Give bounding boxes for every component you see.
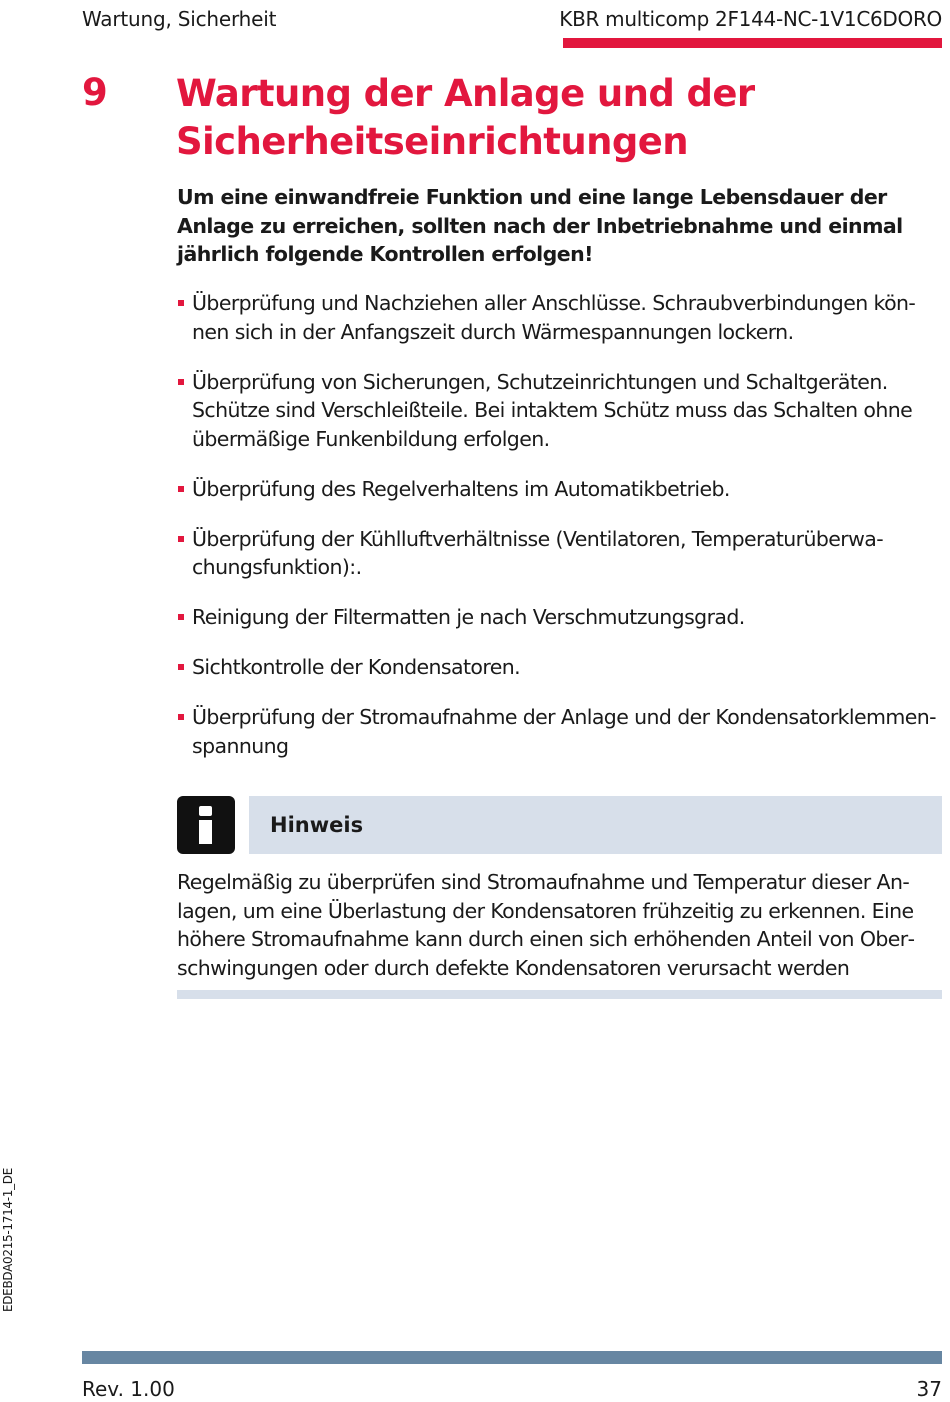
checklist-item-text: Überprüfung von Sicherungen, Schutzeinrichtungen und Schaltgeräten. Schütze sind Verschleißteile. Bei intaktem Schütz muss das Schalten ohne übermäßige Funkenbildung erfolgen. [192,369,913,451]
header-product-name: KBR multicomp 2F144-NC-1V1C6DORO [559,7,942,31]
bullet-square-icon [178,300,184,306]
maintenance-checklist [177,289,939,782]
checklist-item [177,368,939,454]
checklist-item-text: Überprüfung der Stromaufnahme der Anlage und der Kondensatorklemmenspannung [192,705,937,758]
header-section-title: Wartung, Sicherheit [82,7,277,31]
notice-title: Hinweis [270,813,364,837]
info-icon [177,796,235,854]
header-accent-bar [563,38,942,48]
chapter-title: Wartung der Anlage und der Sicherheitseinrichtungen [176,72,755,163]
footer-bar [82,1351,942,1364]
checklist-item [177,475,939,504]
checklist-item-text: Überprüfung der Kühlluftverhältnisse (Ventilatoren, Temperaturüberwachungsfunktion):. [192,526,884,579]
bullet-square-icon [178,379,184,385]
checklist-item-text: Überprüfung und Nachziehen aller Anschlüsse. Schraubverbindungen können sich in der Anfangszeit durch Wärmespannungen lockern. [192,291,916,344]
checklist-item [177,525,939,582]
notice-text: Regelmäßig zu überprüfen sind Stromaufnahme und Temperatur dieser Anlagen, um eine Überlastung der Kondensatoren frühzeitig zu erkennen. Eine höhere Stromaufnahme kann durch einen sich erhöhenden Anteil von Oberschwingungen oder durch defekte Kondensatoren verursacht werden [177,870,916,980]
notice-header-bar [249,796,942,854]
checklist-item [177,703,939,760]
intro-paragraph: Um eine einwandfreie Funktion und eine lange Lebensdauer der Anlage zu erreichen, sollten nach der Inbetriebnahme und einmal jährlich folgende Kontrollen erfolgen! [177,185,903,266]
checklist-item-text: Überprüfung des Regelverhaltens im Automatikbetrieb. [192,476,730,501]
checklist-item [177,289,939,346]
bullet-square-icon [178,664,184,670]
checklist-item-text: Sichtkontrolle der Kondensatoren. [192,655,521,679]
bullet-square-icon [178,536,184,542]
footer-revision: Rev. 1.00 [82,1377,175,1401]
document-id: EDEBDA0215-1714-1_DE [1,1167,15,1313]
notice-bottom-rule [177,990,942,999]
checklist-item [177,603,939,632]
bullet-square-icon [178,486,184,492]
info-icon-stem [199,820,212,844]
info-icon-dot [199,806,212,816]
page-number: 37 [916,1377,942,1401]
chapter-number: 9 [82,71,108,114]
checklist-item-text: Reinigung der Filtermatten je nach Verschmutzungsgrad. [192,605,745,629]
bullet-square-icon [178,714,184,720]
checklist-item [177,653,939,682]
bullet-square-icon [178,614,184,620]
